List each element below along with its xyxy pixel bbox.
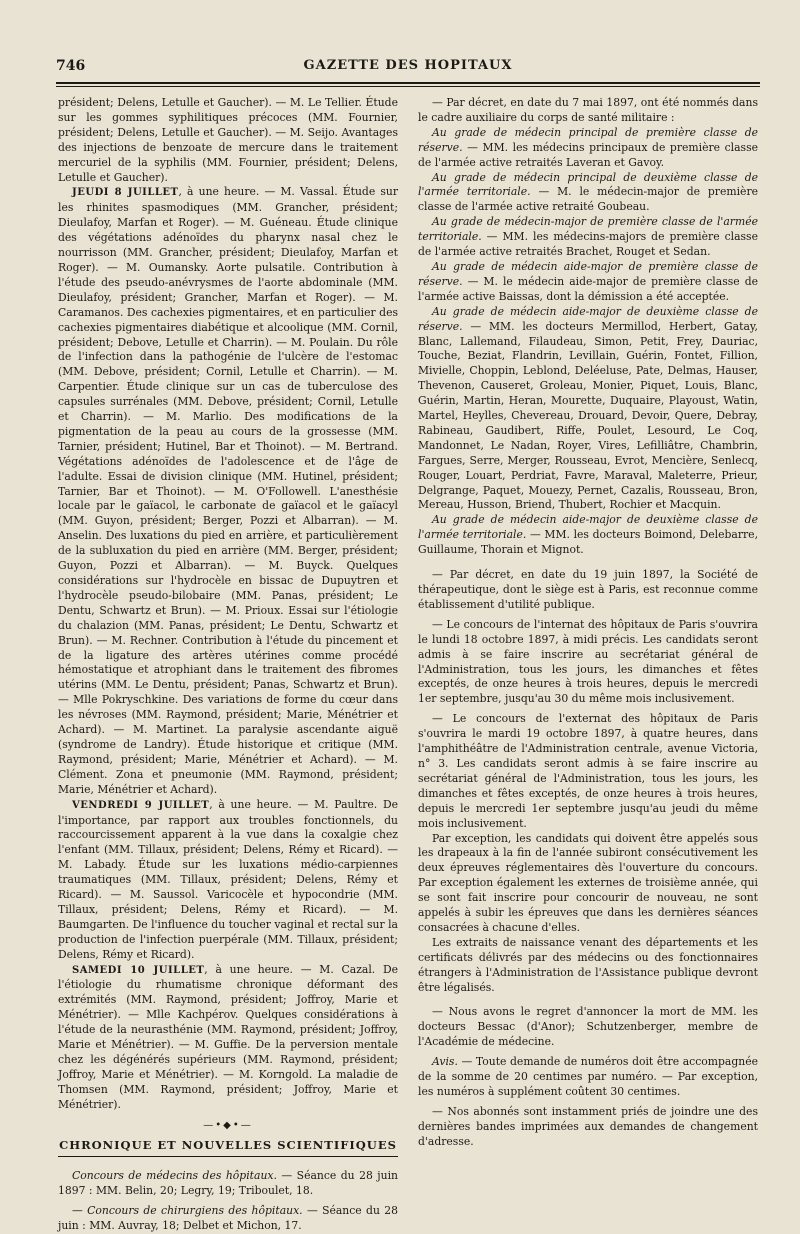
paragraph-decret-mai: — Par décret, en date du 7 mai 1897, ont été nommés dans le cadre auxiliaire du corps de santé militaire : <box>418 96 758 124</box>
grade-2-text: — M. le médecin-major de première classe de l'armée active retraité Goubeau. <box>418 185 758 214</box>
grade-2-label: Au grade de médecin principal de deuxième classe de l'armée territoriale. <box>418 170 758 199</box>
paragraph-concours-medecins <box>58 1169 398 1199</box>
ornament-separator: —•◆•— <box>203 1119 253 1131</box>
grade-4-label: Au grade de médecin aide-major de première classe de réserve. <box>418 259 758 288</box>
paragraph-extraits: Les extraits de naissance venant des départements et les certificats délivrés par des médecins ou des fonctionnaires étrangers à l'Administration de l'Assistance publique devront être légalisés. <box>418 935 758 994</box>
paragraph-grade-5 <box>418 305 758 514</box>
grade-4-text: — M. le médecin aide-major de première classe de l'armée active Baissas, dont la démission a été acceptée. <box>418 274 758 303</box>
page-header <box>56 56 760 78</box>
grade-5-text: — MM. les docteurs Mermillod, Herbert, Gatay, Blanc, Lallemand, Filaudeau, Simon, Petit, Frey, Dauriac, Touche, Beziat, Flandrin, Levillain, Guérin, Fontet, Fillion, Mivielle, Choppin, Leblond, Deléeluse, Pate, Delmas, Hauser, Thevenon, Causeret, Groleau, Monier, Piquet, Louis, Blanc, Guérin, Martin, Heran, Mourette, Duquaire, Playoust, Watin, Martel, Heylles, Chevereau, Drouard, Devoir, Quere, Debray, Rabineau, Gaudibert, Riffe, Poulet, Lesourd, Le Coq, Mandonnet, Le Nadan, Royer, Vires, Lefilliâtre, Chambrin, Fargues, Serre, Merger, Rousseau, Evrot, Mencière, Senlecq, Rouger, Louart, Perdriat, Favre, Maraval, Maleterre, Prieur, Delgrange, Paquet, Mouezy, Pernet, Cazalis, Rousseau, Bron, Mereau, Husson, Briend, Thubert, Rochier et Macquin. <box>418 319 758 512</box>
paragraph-grade-4 <box>418 260 758 305</box>
paragraph-decret-juin: — Par décret, en date du 19 juin 1897, la Société de thérapeutique, dont le siège est à Paris, est reconnue comme établissement d'utilité publique. <box>418 568 758 611</box>
header-rule-thin <box>56 86 760 87</box>
paragraph-avis <box>418 1055 758 1100</box>
paragraph-samedi <box>58 963 398 1113</box>
concours-medecins-text: — Séance du 28 juin 1897 : MM. Belin, 20; Legry, 19; Triboulet, 18. <box>58 1169 399 1198</box>
grade-3-label: Au grade de médecin-major de première classe de l'armée territoriale. <box>418 215 758 244</box>
section-title: CHRONIQUE ET NOUVELLES SCIENTIFIQUES <box>58 1138 398 1158</box>
grade-5-label: Au grade de médecin aide-major de deuxième classe de réserve. <box>418 304 758 333</box>
paragraph-exception: Par exception, les candidats qui doivent être appelés sous les drapeaux à la fin de l'année subiront consécutivement les deux épreuves réglementaires dès l'ouverture du concours. Par exception également les externes de troisième année, qui se sont fait inscrire pour concourir de nouveau, ne sont appelés à subir les épreuves que dans les dernières séances consacrées à chacune d'elles. <box>418 831 758 934</box>
paragraph-grade-6 <box>418 513 758 558</box>
paragraph-grade-2 <box>418 171 758 216</box>
concours-medecins-label: Concours de médecins des hôpitaux. <box>72 1169 277 1183</box>
left-column <box>58 96 398 1234</box>
header-rule <box>56 82 760 84</box>
paragraph-grade-1 <box>418 126 758 171</box>
grade-6-label: Au grade de médecin aide-major de deuxième classe de l'armée territoriale. <box>418 513 758 542</box>
paragraph-concours-chirurgiens <box>58 1204 398 1234</box>
paragraph-externat: — Le concours de l'externat des hôpitaux de Paris s'ouvrira le mardi 19 octobre 1897, à quatre heures, dans l'amphithéâtre de l'Administration centrale, avenue Victoria, n° 3. Les candidats seront admis à se faire inscrire au secrétariat général de l'Administration, tous les jours, les dimanches et fêtes exceptés, de onze heures à trois heures, depuis le mercredi 1er septembre jusqu'au jeudi du même mois inclusivement. <box>418 712 758 830</box>
concours-chirurgiens-label: — Concours de chirurgiens des hôpitaux. <box>72 1204 303 1218</box>
page-number: 746 <box>56 58 86 74</box>
journal-title: GAZETTE DES HOPITAUX <box>303 58 513 73</box>
date-jeudi: JEUDI 8 JUILLET <box>72 187 179 199</box>
avis-label: Avis. <box>432 1055 458 1069</box>
paragraph-thesis-continued: président; Delens, Letulle et Gaucher). — M. Le Tellier. Étude sur les gommes syphilitiques précoces (MM. Fournier, président; Delens, Letulle et Gaucher). — M. Seijo. Avantages des injections de benzoate de mercure dans le traitement mercuriel de la syphilis (MM. Fournier, président; Delens, Letulle et Gaucher). <box>58 96 398 184</box>
right-column <box>418 96 758 1150</box>
vendredi-text: , à une heure. — M. Paultre. De l'importance, par rapport aux troubles fonctionnels, du raccourcissement apparent à la vue dans la coxalgie chez l'enfant (MM. Tillaux, président; Delens, Rémy et Ricard). — M. Labady. Étude sur les luxations médio-carpiennes traumatiques (MM. Tillaux, président; Delens, Rémy et Ricard). — M. Saussol. Varicocèle et hypocondrie (MM. Tillaux, président; Delens, Rémy et Ricard). — M. Baumgarten. De l'influence du toucher vaginal et rectal sur la production de l'infection puerpérale (MM. Tillaux, président; Delens, Rémy et Ricard). <box>58 797 398 961</box>
avis-text: — Toute demande de numéros doit être accompagnée de la somme de 20 centimes par numéro. — Par exception, les numéros à supplément coûtent 30 centimes. <box>418 1055 758 1098</box>
paragraph-grade-3 <box>418 215 758 260</box>
grade-6-text: — MM. les docteurs Boimond, Delebarre, Guillaume, Thorain et Mignot. <box>418 528 758 557</box>
grade-3-text: — MM. les médecins-majors de première classe de l'armée active retraités Brachet, Rouget et Sedan. <box>418 230 758 259</box>
paragraph-regret: — Nous avons le regret d'annoncer la mort de MM. les docteurs Bessac (d'Anor); Schutzenberger, membre de l'Académie de médecine. <box>418 1005 758 1049</box>
paragraph-jeudi <box>58 185 398 797</box>
paragraph-vendredi <box>58 798 398 963</box>
concours-chirurgiens-text: — Séance du 28 juin : MM. Auvray, 18; Delbet et Michon, 17. <box>58 1204 398 1233</box>
date-samedi: SAMEDI 10 JUILLET <box>72 964 205 976</box>
samedi-text: , à une heure. — M. Cazal. De l'étiologie du rhumatisme chronique déformant des extrémités (MM. Raymond, président; Joffroy, Marie et Ménétrier). — Mlle Kachpérov. Quelques considérations à l'étude de la neurasthénie (MM. Raymond, président; Joffroy, Marie et Ménétrier). — M. Guffie. De la perversion mentale chez les dégénérés supérieurs (MM. Raymond, président; Joffroy, Marie et Ménétrier). — M. Korngold. La maladie de Thomsen (MM. Raymond, président; Joffroy, Marie et Ménétrier). <box>58 962 399 1111</box>
grade-1-label: Au grade de médecin principal de première classe de réserve. <box>418 125 758 154</box>
date-vendredi: VENDREDI 9 JUILLET <box>72 799 210 811</box>
grade-1-text: — MM. les médecins principaux de première classe de l'armée active retraités Laveran et Gavoy. <box>418 140 758 169</box>
paragraph-abonnes: — Nos abonnés sont instamment priés de joindre une des dernières bandes imprimées aux demandes de changement d'adresse. <box>418 1104 758 1148</box>
paragraph-internat: — Le concours de l'internat des hôpitaux de Paris s'ouvrira le lundi 18 octobre 1897, à midi précis. Les candidats seront admis à se faire inscrire au secrétariat général de l'Administration, tous les jours, les dimanches et fêtes exceptés, de onze heures à trois heures, depuis le mercredi 1er septembre, jusqu'au 30 du même mois inclusivement. <box>418 617 758 706</box>
jeudi-text: , à une heure. — M. Vassal. Étude sur les rhinites spasmodiques (MM. Grancher, président; Dieulafoy, Marfan et Roger). — M. Guéneau. Étude clinique des végétations adénoïdes du pharynx nasal chez le nourrisson (MM. Grancher, président; Dieulafoy, Marfan et Roger). — M. Oumansky. Aorte pulsatile. Contribution à l'étude des pseudo-anévrysmes de l'aorte abdominale (MM. Dieulafoy, président; Grancher, Marfan et Roger). — M. Caramanos. Des cachexies pigmentaires, et en particulier des cachexies pigmentaires diabétique et alcoolique (MM. Cornil, président; Debove, Letulle et Charrin). — M. Poulain. Du rôle de l'infection dans la pathogénie de l'ulcère de l'estomac (MM. Debove, président; Cornil, Letulle et Charrin). — M. Carpentier. Étude clinique sur un cas de tuberculose des capsules surrénales (MM. Debove, président; Cornil, Letulle et Charrin). — M. Marlio. Des modifications de la pigmentation de la peau au cours de la grossesse (MM. Tarnier, président; Hutinel, Bar et Thoinot). — M. Bertrand. Végétations adénoïdes de l'adolescence et de l'âge de l'adulte. Essai de division clinique (MM. Hutinel, président; Tarnier, Bar et Thoinot). — M. O'Followell. L'anesthésie locale par le gaïacol, le carbonate de gaïacol et le gaïacyl (MM. Guyon, président; Berger, Pozzi et Albarran). — M. Anselin. Des luxations du pied en arrière, et particulièrement de la subluxation du pied en arrière (MM. Berger, président; Guyon, Pozzi et Albarran). — M. Buyck. Quelques considérations sur l'hydrocèle en bissac de Dupuytren et l'hydrocèle pseudo-bilobaire (MM. Panas, président; Le Dentu, Schwartz et Brun). — M. Prioux. Essai sur l'étiologie du chalazion (MM. Panas, président; Le Dentu, Schwartz et Brun). — M. Rechner. Contribution à l'étude du pincement et de la ligature des artères utérines comme procédé hémostatique et atrophiant dans le traitement des fibromes utérins (MM. Le Dentu, président; Panas, Schwartz et Brun). — Mlle Pokryschkine. Des variations de forme du cœur dans les névroses (MM. Raymond, président; Marie, Ménétrier et Achard). — M. Martinet. La paralysie ascendante aiguë (syndrome de Landry). Étude historique et critique (MM. Raymond, président; Marie, Ménétrier et Achard). — M. Clément. Zona et pneumonie (MM. Raymond, président; Marie, Ménétrier et Achard). <box>58 185 399 796</box>
